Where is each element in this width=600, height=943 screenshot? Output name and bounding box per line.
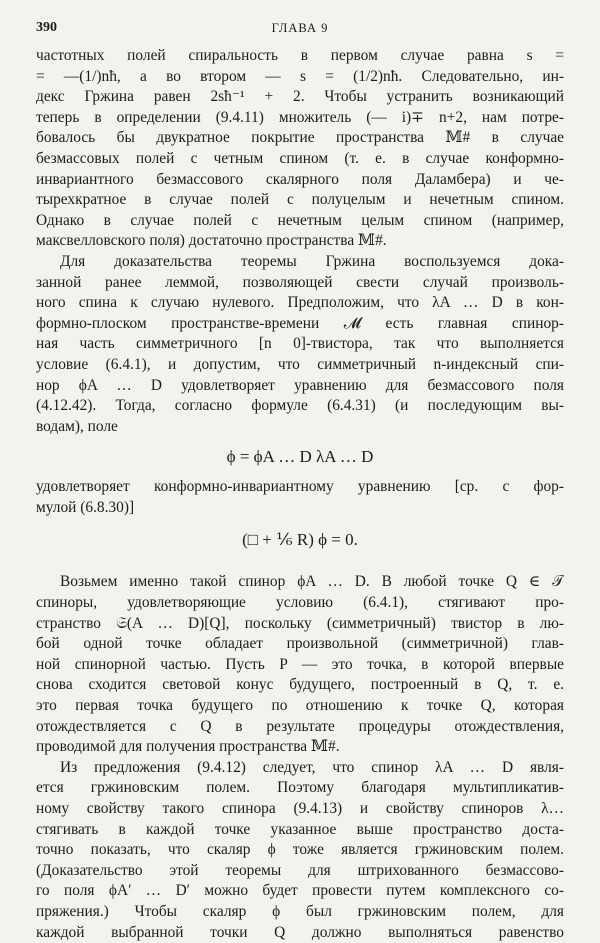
text-line: ется гржиновским полем. Поэтому благодаря мультипликатив- [36,779,564,797]
text-line: формно-плоском пространстве-времени 𝓜 есть главная спинор- [36,314,564,332]
text-line: стягивать в каждой точке указанное выше пространство доста- [36,820,564,838]
body-text [36,46,564,943]
equation: (□ + ⅙ R) ϕ = 0. [242,530,358,550]
text-line: занной ранее леммой, позволяющей свести случай произволь- [36,273,564,291]
text-line: = —(1/)nħ, а во втором — s = (1/2)nħ. Следовательно, ин- [36,67,564,85]
text-line: спиноры, удовлетворяющие условию (6.4.1), стягивают про- [36,594,564,612]
text-line: нор ϕA … D удовлетворяет уравнению для безмассового поля [36,376,564,394]
text-line: точно показать, что скаляр ϕ тоже является гржиновским полем. [36,841,564,859]
text-line: го поля ϕA′ … D′ можно будет провести путем комплексного со- [36,882,564,900]
text-line: ная часть симметричного [n 0]-твистора, так что выполняется [36,335,564,353]
text-line: Возьмем именно такой спинор ϕA … D. В любой точке Q ∈ 𝒯 [60,573,564,591]
text-line: Из предложения (9.4.12) следует, что спинор λA … D явля- [60,758,564,776]
text-line: декс Гржина равен 2sħ⁻¹ + 2. Чтобы устранить возникающий [36,88,564,106]
text-line: инвариантного безмассового скалярного поля Даламбера) и че- [36,170,564,188]
running-head: ГЛАВА 9 [271,21,329,35]
text-line: ной спинорной частью. Пусть P — это точка, в которой впервые [36,655,564,673]
text-line: снова сходится световой конус будущего, построенный в Q, т. е. [36,676,564,694]
text-line: (4.12.42). Тогда, согласно формуле (6.4.31) (и последующим вы- [36,397,564,415]
text-line: ного спина к случаю нулевого. Предположим, что λA … D в кон- [36,294,564,312]
text-line: теперь в определении (9.4.11) множитель (— i)∓ n+2, нам потре- [36,108,564,126]
equation: ϕ = ϕA … D λA … D [226,447,374,467]
page-header [36,20,564,42]
text-line: Для доказательства теоремы Гржина воспользуемся дока- [60,252,564,270]
text-line: тырехкратное в случае полей с полуцелым и нечетным спином. [36,191,564,209]
text-line: ному свойству такого спинора (9.4.13) и свойству спиноров λ… [36,800,564,817]
text-line: безмассовых полей с четным спином (т. е. в случае конформно- [36,149,564,167]
text-line: Однако в случае полей с нечетным целым спином (например, [36,211,564,229]
text-line: удовлетворяет конформно-инвариантному уравнению [ср. с фор- [36,478,564,496]
text-line: водам), поле [36,417,118,435]
text-line: это первая точка будущего по отношению к точке Q, которая [36,697,564,715]
text-line: бой одной точке обладает произвольной (симметричной) глав- [36,635,564,653]
text-line: максвелловского поля) достаточно пространства 𝕄#. [36,232,387,250]
text-line: (Доказательство этой теоремы для штрихованного безмассово- [36,861,564,879]
text-line: частотных полей спиральность в первом случае равна s = [36,47,564,64]
text-line: отождествляется с Q в результате процедуры отождествления, [36,717,564,735]
text-line: бовалось бы двукратное покрытие пространства 𝕄# в случае [36,129,564,147]
text-line: каждой выбранной точки Q должно выполняться равенство [36,923,564,941]
text-line: пряжения.) Чтобы скаляр ϕ был гржиновским полем, для [36,902,564,920]
text-line: условие (6.4.1), и допустим, что симметричный n-индексный спи- [36,355,564,373]
text-line: мулой (6.8.30)] [36,498,135,516]
text-line: странство 𝔖(A … D)[Q], поскольку (симметричный) твистор в лю- [36,614,564,632]
text-line: проводимой для получения пространства 𝕄#. [36,738,340,756]
page-number: 390 [36,20,57,35]
